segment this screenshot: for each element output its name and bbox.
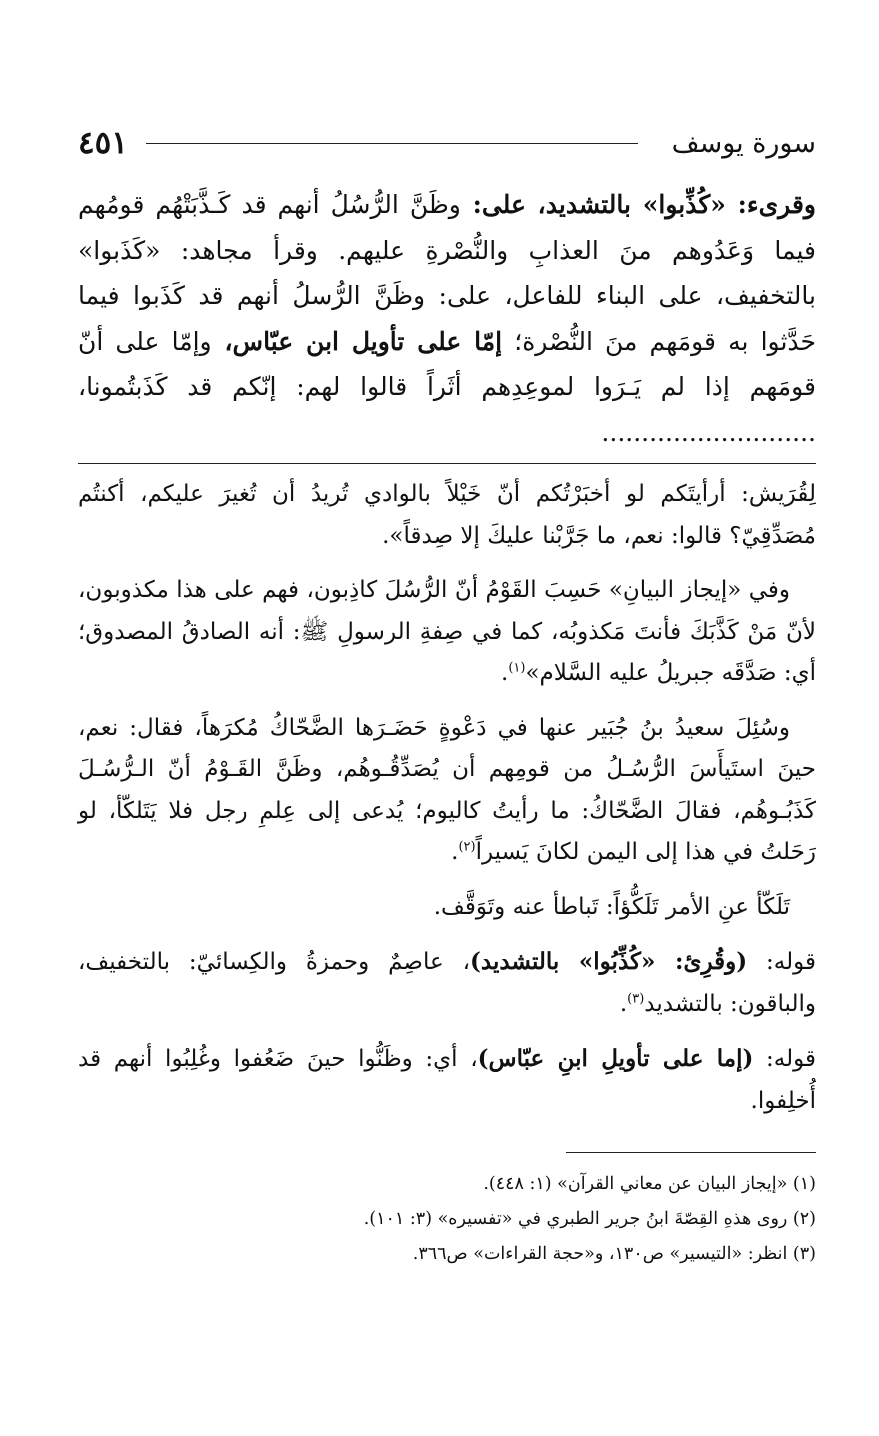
matn-segment: وظَنَّ الرُّسُلُ أنهم قد كَـذَّبَتْهُم قومُهم فيما وَعَدُوهم منَ العذابِ والنُّصْرةِ عليهم. وقرأ مجاهد: «كَذَبوا» بالتخفيف، على البناء للفاعل، على: وظَنَّ الرُّسلُ أنهم قد كَذَبوا فيما حَدَّثوا به قومَهم منَ النُّصْرة؛ [78,190,816,356]
matn-bold-segment: وقرىء: «كُذِّبوا» بالتشديد، على: [460,190,816,219]
continuation-dots: ........................... [601,417,816,447]
main-text [78,182,816,455]
commentary-paragraph [78,570,816,695]
footnote: (١) «إيجاز البيان عن معاني القرآن» (١: ٤٤٨). [483,1174,816,1194]
commentary-text: قوله: [753,1046,817,1072]
punctuation: . [451,839,459,865]
running-head [78,118,816,168]
book-page [78,118,816,1272]
header-rule [146,143,638,144]
matn-segment: وإمّا على أنّ قومَهم إذا لم يَـرَوا لموعِدِهم أثَراً قالوا لهم: إنّكم قد كَذَبتُمونا، [78,326,816,401]
commentary-text: تَلَكّأ عنِ الأمر تَلَكُّؤاً: تَباطأ عنه وتَوَقَّف. [433,893,790,920]
footnote: (٢) روى هذهِ القِصّةَ ابنُ جرير الطبري في «تفسيره» (٣: ١٠١). [363,1209,816,1229]
commentary-paragraph [78,708,816,874]
commentary-bold-text: (وقُرِئ: «كُذِّبُوا» بالتشديد) [470,948,748,975]
footnote: (٣) انظر: «التيسير» ص١٣٠، و«حجة القراءات» ص٣٦٦. [412,1244,816,1264]
page-number: ٤٥١ [78,125,128,161]
footnote-rule [566,1152,816,1153]
matn-bold-segment: إمّا على تأويل ابن عبّاس، [211,326,503,356]
commentary [78,474,816,1122]
commentary-text: ، عاصِمٌ وحمزةُ والكِسائيّ: بالتخفيف، والباقون: بالتشديد [78,949,816,1017]
section-divider [78,463,816,464]
punctuation: . [501,660,509,686]
commentary-paragraph [78,887,816,929]
commentary-paragraph [78,474,816,557]
punctuation: . [619,990,628,1017]
commentary-text: قوله: [747,949,816,975]
commentary-text: وفي «إيجاز البيانِ» حَسِبَ القَوْمُ أنّ الرُّسُلَ كاذِبون، فهم على هذا مكذوبون، لأنّ مَنْ كَذَّبَكَ فأنتَ مَكذوبُه، كما في صِفةِ الرسولِ ﷺ: أنه الصادقُ المصدوق؛ أي: صَدَّقَه جبريلُ عليه السَّلام» [78,577,816,686]
commentary-paragraph [78,1038,816,1122]
footnote-ref: (٢) [458,839,476,855]
commentary-paragraph [78,941,816,1025]
commentary-text: لِقُرَيش: أرأيتَكم لو أخبَرْتُكم أنّ خَيْلاً بالوادي تُريدُ أن تُغيرَ عليكم، أكنتُم مُصَدِّقِيّ؟ قالوا: نعم، ما جَرَّبْنا عليكَ إلا صِدقاً». [78,481,816,549]
footnote-ref: (١) [508,660,526,676]
commentary-text: ، أي: وظَنُّوا حينَ ضَعُفوا وغُلِبُوا أنهم قد أُخلِفوا. [78,1046,816,1114]
commentary-bold-text: (إما على تأويلِ ابنِ عبّاس) [477,1045,754,1072]
footnote-ref: (٣) [627,990,645,1006]
footnotes [78,1167,816,1272]
commentary-text: وسُئِلَ سعيدُ بنُ جُبَير عنها في دَعْوةٍ حَضَـرَها الضَّحّاكُ مُكرَهاً، فقال: نعم، حينَ استَيأَسَ الرُّسُـلُ من قومِهم أن يُصَدِّقُـوهُم، وظَنَّ القَـوْمُ أنّ الـرُّسُـلَ كَذَبُـوهُم، فقالَ الضَّحّاكُ: ما رأيتُ كاليوم؛ يُدعى إلى عِلمِ رجل فلا يَتَلكّأ، لو رَحَلتُ في هذا إلى اليمن لكانَ يَسيراً [78,714,816,865]
surah-title: سورة يوسف [671,127,816,159]
